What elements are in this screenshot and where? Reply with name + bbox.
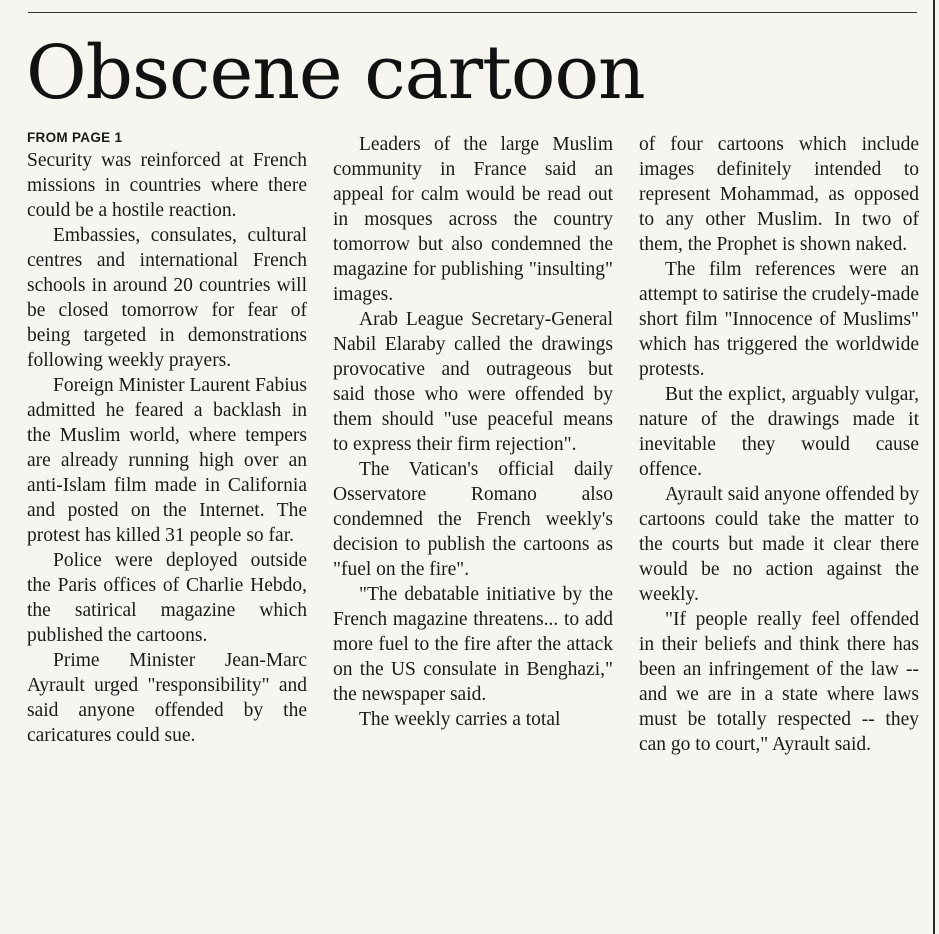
- article-column-3: [639, 132, 919, 757]
- paragraph: "The debatable initiative by the French magazine threatens... to add more fuel to the fire after the attack on the US consulate in Benghazi," the newspaper said.: [333, 584, 613, 705]
- paragraph: "If people really feel offended in their beliefs and think there has been an infringement of the law -- and we are in a state where laws must be totally respected -- they can go to court," Ayrault said.: [639, 609, 919, 755]
- top-rule: [28, 12, 917, 13]
- paragraph: Foreign Minister Laurent Fabius admitted he feared a backlash in the Muslim world, where tempers are already running high over an anti-Islam film made in California and posted on the Internet. The protest has killed 31 people so far.: [27, 375, 308, 546]
- paragraph: Security was reinforced at French missions in countries where there could be a hostile reaction.: [27, 150, 307, 221]
- paragraph: Leaders of the large Muslim community in France said an appeal for calm would be read out in mosques across the country tomorrow but also condemned the magazine for publishing "insulting" images.: [333, 134, 613, 305]
- previous-article-strip: [28, 0, 917, 10]
- from-page-kicker: FROM PAGE 1: [27, 130, 123, 145]
- paragraph: The weekly carries a total: [359, 709, 561, 730]
- article-column-1: [27, 130, 307, 748]
- paragraph: But the explict, arguably vulgar, nature of the drawings made it inevitable they would cause offence.: [639, 384, 919, 480]
- paragraph: The film references were an attempt to satirise the crudely-made short film "Innocence of Muslims" which has triggered the worldwide protests.: [639, 259, 919, 380]
- paragraph: The Vatican's official daily Osservatore Romano also condemned the French weekly's decision to publish the cartoons as "fuel on the fire".: [333, 459, 613, 580]
- article-column-2: [333, 132, 613, 732]
- paragraph: Prime Minister Jean-Marc Ayrault urged "responsibility" and said anyone offended by the caricatures could sue.: [27, 650, 307, 746]
- paragraph: Police were deployed outside the Paris offices of Charlie Hebdo, the satirical magazine which published the cartoons.: [27, 550, 307, 646]
- page-edge-border: [933, 0, 935, 934]
- paragraph: Arab League Secretary-General Nabil Elaraby called the drawings provocative and outrageous but said those who were offended by them should "use peaceful means to express their firm rejection".: [333, 309, 613, 455]
- paragraph: Embassies, consulates, cultural centres and international French schools in around 20 countries will be closed tomorrow for fear of being targeted in demonstrations following weekly prayers.: [27, 225, 307, 371]
- paragraph: of four cartoons which include images definitely intended to represent Mohammad, as opposed to any other Muslim. In two of them, the Prophet is shown naked.: [639, 134, 919, 255]
- paragraph: Ayrault said anyone offended by cartoons could take the matter to the courts but made it clear there would be no action against the weekly.: [639, 484, 919, 605]
- headline: Obscene cartoon: [26, 30, 645, 116]
